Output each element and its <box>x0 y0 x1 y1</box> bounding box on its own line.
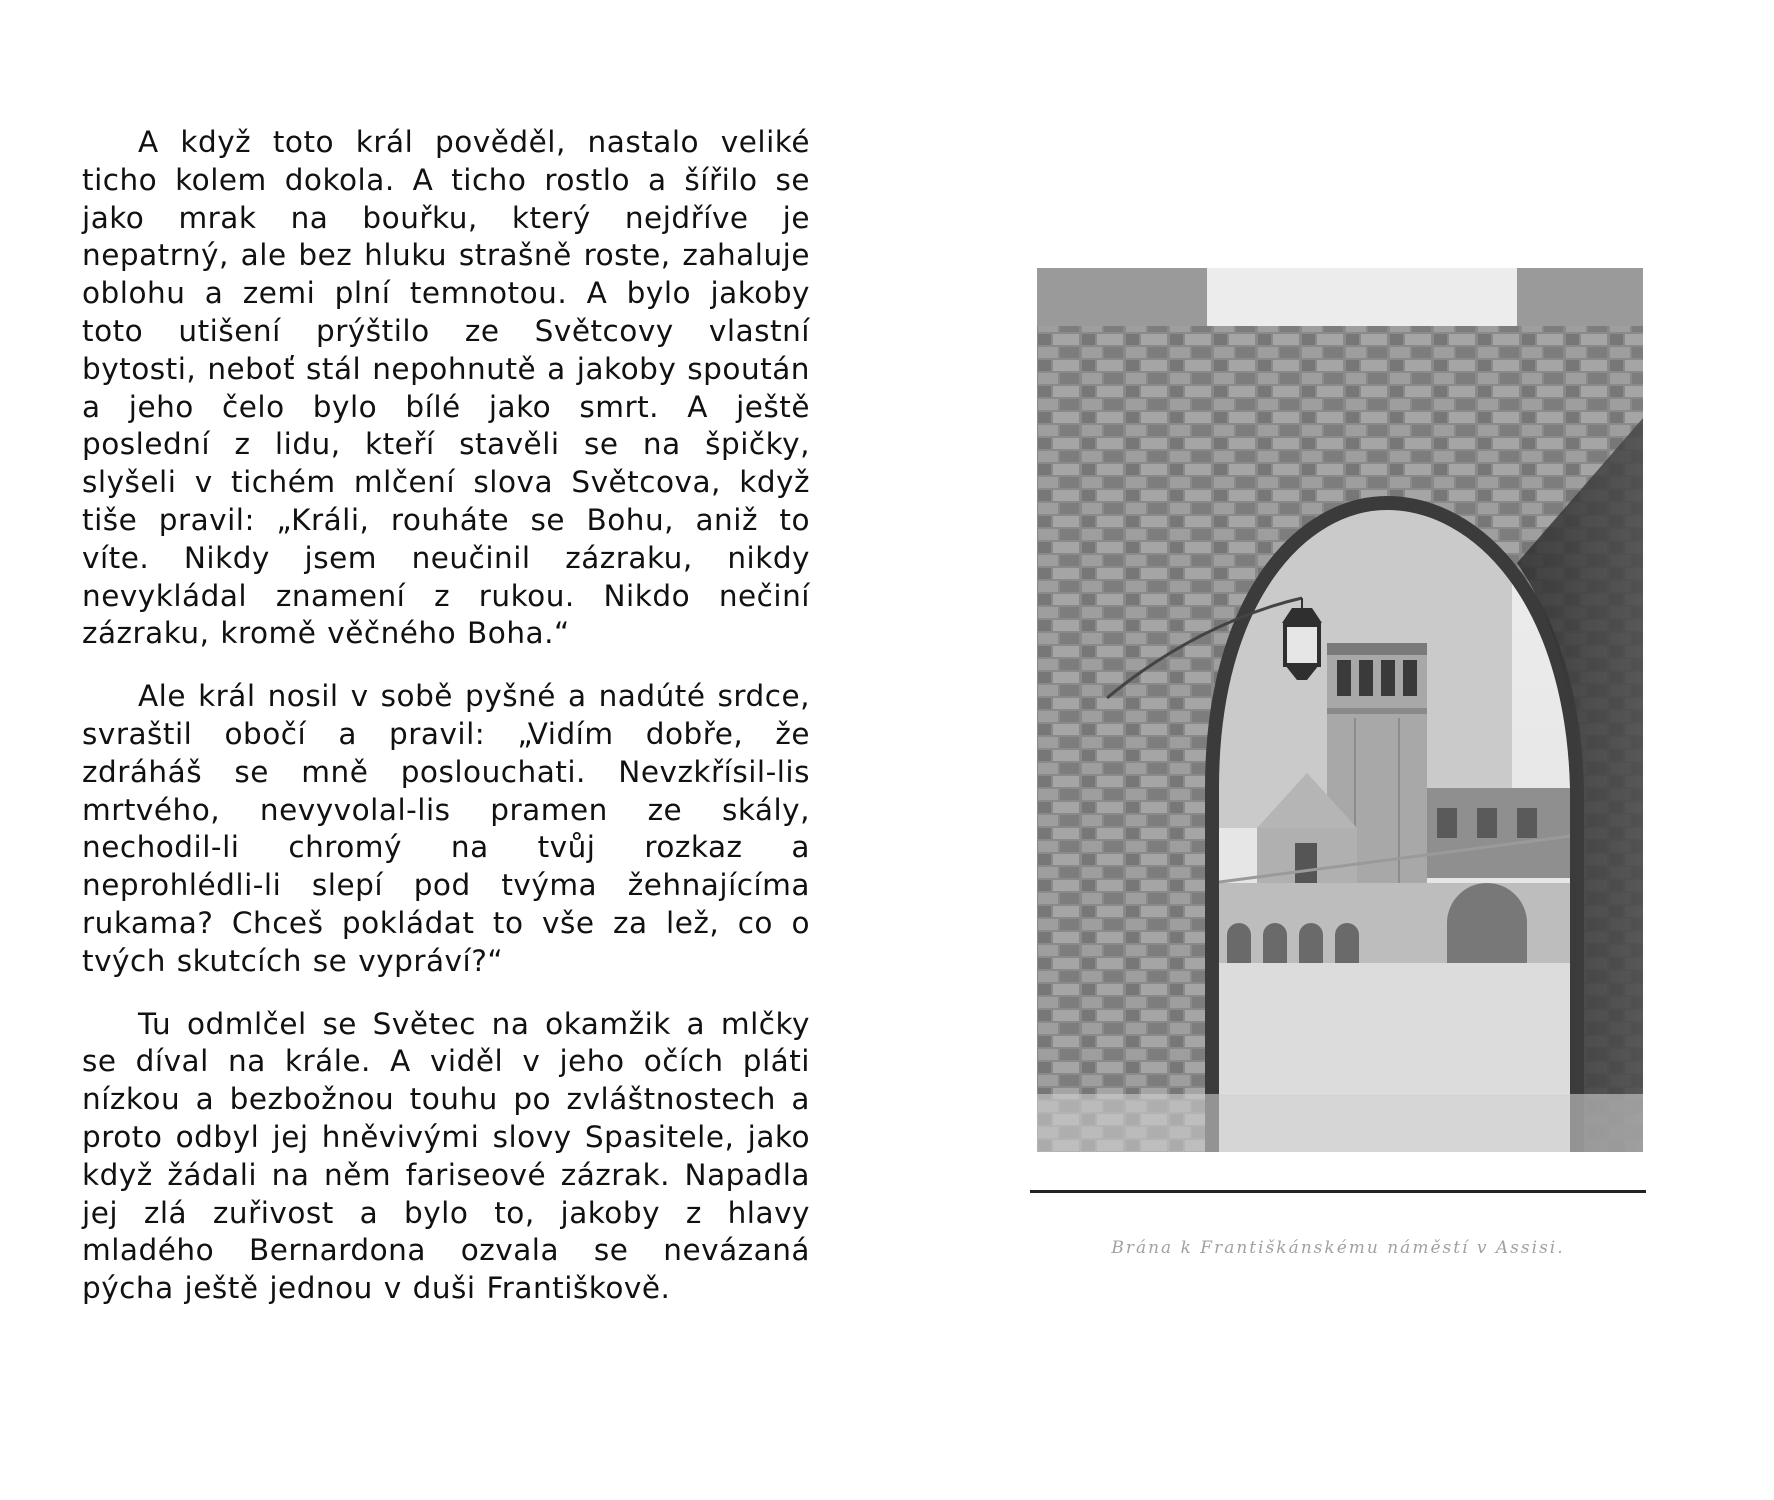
paragraph-1: A když toto král pověděl, nastalo veliké ticho kolem dokola. A ticho rostlo a šířilo se jako mrak na bouřku, který nejdříve je nepatrný, ale bez hluku strašně roste, zahaluje oblohu a zemi plní temnotou. A bylo jakoby toto utišení prýštilo ze Světcovy vlastní bytosti, neboť stál nepohnutě a jakoby spoután a jeho čelo bylo bílé jako smrt. A ještě poslední z lidu, kteří stavěli se na špičky, slyšeli v tichém mlčení slova Světcova, když tiše pravil: „Králi, rouháte se Bohu, aniž to víte. Nikdy jsem neučinil zázraku, nikdy nevykládal znamení z rukou. Nikdo nečiní zázraku, kromě věčného Boha.“ <box>82 125 810 651</box>
text-column <box>82 124 810 1333</box>
caption-rule <box>1030 1190 1646 1193</box>
photo-caption: Brána k Františkánskému náměstí v Assisi. <box>1111 1238 1565 1258</box>
photo-plate <box>1037 268 1643 1152</box>
archway-photo <box>1037 268 1643 1152</box>
paragraph-3: Tu odmlčel se Světec na okamžik a mlčky se díval na krále. A viděl v jeho očích pláti nízkou a bezbožnou touhu po zvláštnostech a proto odbyl jej hněvivými slovy Spasitele, jako když žádali na něm fariseové zázrak. Napadla jej zlá zuřivost a bylo to, jakoby z hlavy mladého Bernardona ozvala se nevázaná pýcha ještě jednou v duši Františkově. <box>82 1006 810 1306</box>
paragraph-2: Ale král nosil v sobě pyšné a nadúté srdce, svraštil obočí a pravil: „Vidím dobře, že zdráháš se mně poslouchati. Nevzkřísil-lis mrtvého, nevyvolal-lis pramen ze skály, nechodil-li chromý na tvůj rozkaz a neprohlédli-li slepí pod tvýma žehnajícíma rukama? Chceš pokládat to vše za lež, co o tvých skutcích se vypráví?“ <box>82 679 810 978</box>
